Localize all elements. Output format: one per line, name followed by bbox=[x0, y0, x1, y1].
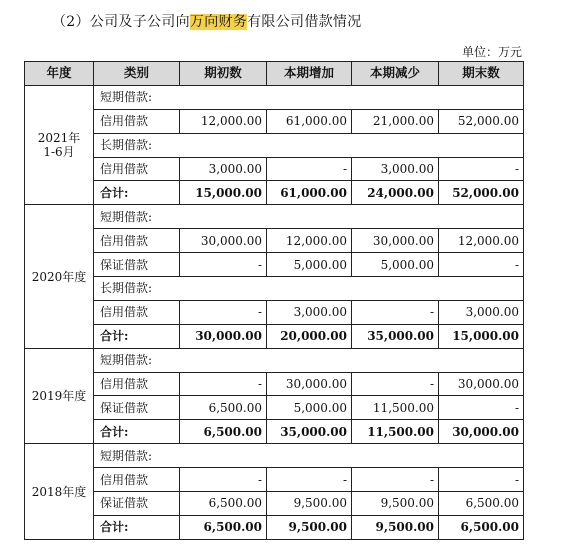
value-cell: 35,000.00 bbox=[267, 420, 352, 444]
value-cell: 12,000.00 bbox=[180, 109, 267, 133]
category-cell: 信用借款 bbox=[94, 372, 180, 396]
value-cell: 21,000.00 bbox=[352, 109, 439, 133]
category-cell: 信用借款 bbox=[94, 300, 180, 324]
value-cell: 3,000.00 bbox=[352, 157, 439, 181]
value-cell: 30,000.00 bbox=[180, 229, 267, 253]
category-cell: 保证借款 bbox=[94, 492, 180, 516]
value-cell: - bbox=[180, 468, 267, 492]
table-body bbox=[25, 85, 524, 539]
value-cell: 6,500.00 bbox=[180, 515, 267, 539]
value-cell: 15,000.00 bbox=[180, 181, 267, 205]
category-cell: 短期借款: bbox=[94, 205, 524, 229]
value-cell: 3,000.00 bbox=[267, 300, 352, 324]
value-cell: - bbox=[439, 157, 524, 181]
value-cell: 15,000.00 bbox=[439, 324, 524, 348]
value-cell: - bbox=[352, 372, 439, 396]
loan-table bbox=[24, 61, 524, 540]
category-cell: 合计: bbox=[94, 515, 180, 539]
table-subheader-row bbox=[25, 444, 524, 468]
value-cell: - bbox=[439, 253, 524, 277]
value-cell: 35,000.00 bbox=[352, 324, 439, 348]
value-cell: 6,500.00 bbox=[439, 515, 524, 539]
table-sum-row bbox=[25, 420, 524, 444]
value-cell: 9,500.00 bbox=[267, 515, 352, 539]
year-cell: 2018年度 bbox=[25, 444, 94, 540]
table-row bbox=[25, 253, 524, 277]
value-cell: - bbox=[439, 396, 524, 420]
unit-label: 单位：万元 bbox=[461, 45, 522, 59]
table-row bbox=[25, 300, 524, 324]
category-cell: 短期借款: bbox=[94, 348, 524, 372]
table-subheader-row bbox=[25, 85, 524, 109]
category-cell: 合计: bbox=[94, 324, 180, 348]
table-row bbox=[25, 396, 524, 420]
table-subheader-row bbox=[25, 133, 524, 157]
value-cell: 9,500.00 bbox=[267, 492, 352, 516]
value-cell: 6,500.00 bbox=[180, 396, 267, 420]
value-cell: 6,500.00 bbox=[180, 420, 267, 444]
table-header-row bbox=[25, 62, 524, 86]
table-subheader-row bbox=[25, 348, 524, 372]
value-cell: 61,000.00 bbox=[267, 181, 352, 205]
value-cell: 30,000.00 bbox=[439, 420, 524, 444]
table-row bbox=[25, 372, 524, 396]
value-cell: 61,000.00 bbox=[267, 109, 352, 133]
value-cell: 3,000.00 bbox=[439, 300, 524, 324]
value-cell: 5,000.00 bbox=[267, 396, 352, 420]
table-row bbox=[25, 492, 524, 516]
value-cell: - bbox=[180, 253, 267, 277]
category-cell: 短期借款: bbox=[94, 444, 524, 468]
title-highlight: 万向财务 bbox=[189, 14, 248, 30]
category-cell: 信用借款 bbox=[94, 468, 180, 492]
category-cell: 保证借款 bbox=[94, 253, 180, 277]
value-cell: - bbox=[352, 468, 439, 492]
category-cell: 短期借款: bbox=[94, 85, 524, 109]
category-cell: 合计: bbox=[94, 181, 180, 205]
value-cell: 3,000.00 bbox=[180, 157, 267, 181]
table-subheader-row bbox=[25, 277, 524, 301]
table-row bbox=[25, 468, 524, 492]
category-cell: 长期借款: bbox=[94, 277, 524, 301]
category-cell: 合计: bbox=[94, 420, 180, 444]
header-increase: 本期增加 bbox=[267, 62, 352, 86]
value-cell: 11,500.00 bbox=[352, 420, 439, 444]
value-cell: 6,500.00 bbox=[439, 492, 524, 516]
table-sum-row bbox=[25, 324, 524, 348]
value-cell: - bbox=[180, 300, 267, 324]
value-cell: 9,500.00 bbox=[352, 515, 439, 539]
section-title bbox=[52, 11, 362, 31]
value-cell: 52,000.00 bbox=[439, 181, 524, 205]
value-cell: 12,000.00 bbox=[267, 229, 352, 253]
value-cell: 30,000.00 bbox=[439, 372, 524, 396]
year-cell: 2020年度 bbox=[25, 205, 94, 348]
title-suffix: 有限公司借款情况 bbox=[247, 14, 362, 30]
value-cell: - bbox=[267, 157, 352, 181]
value-cell: 30,000.00 bbox=[267, 372, 352, 396]
value-cell: 5,000.00 bbox=[267, 253, 352, 277]
value-cell: 5,000.00 bbox=[352, 253, 439, 277]
year-cell: 2021年 1-6月 bbox=[25, 85, 94, 204]
header-category: 类别 bbox=[94, 62, 180, 86]
year-cell: 2019年度 bbox=[25, 348, 94, 444]
category-cell: 长期借款: bbox=[94, 133, 524, 157]
header-year: 年度 bbox=[25, 62, 94, 86]
value-cell: 52,000.00 bbox=[439, 109, 524, 133]
table-row bbox=[25, 157, 524, 181]
table-subheader-row bbox=[25, 205, 524, 229]
value-cell: 30,000.00 bbox=[352, 229, 439, 253]
category-cell: 信用借款 bbox=[94, 109, 180, 133]
value-cell: - bbox=[180, 372, 267, 396]
header-closing: 期末数 bbox=[439, 62, 524, 86]
table-row bbox=[25, 109, 524, 133]
header-decrease: 本期减少 bbox=[352, 62, 439, 86]
value-cell: 9,500.00 bbox=[352, 492, 439, 516]
value-cell: 12,000.00 bbox=[439, 229, 524, 253]
value-cell: 30,000.00 bbox=[180, 324, 267, 348]
table-sum-row bbox=[25, 181, 524, 205]
category-cell: 保证借款 bbox=[94, 396, 180, 420]
category-cell: 信用借款 bbox=[94, 157, 180, 181]
value-cell: 24,000.00 bbox=[352, 181, 439, 205]
table-sum-row bbox=[25, 515, 524, 539]
value-cell: 11,500.00 bbox=[352, 396, 439, 420]
value-cell: - bbox=[439, 468, 524, 492]
value-cell: 6,500.00 bbox=[180, 492, 267, 516]
value-cell: - bbox=[267, 468, 352, 492]
value-cell: - bbox=[352, 300, 439, 324]
category-cell: 信用借款 bbox=[94, 229, 180, 253]
value-cell: 20,000.00 bbox=[267, 324, 352, 348]
title-prefix: （2）公司及子公司向 bbox=[52, 14, 190, 30]
header-opening: 期初数 bbox=[180, 62, 267, 86]
table-row bbox=[25, 229, 524, 253]
